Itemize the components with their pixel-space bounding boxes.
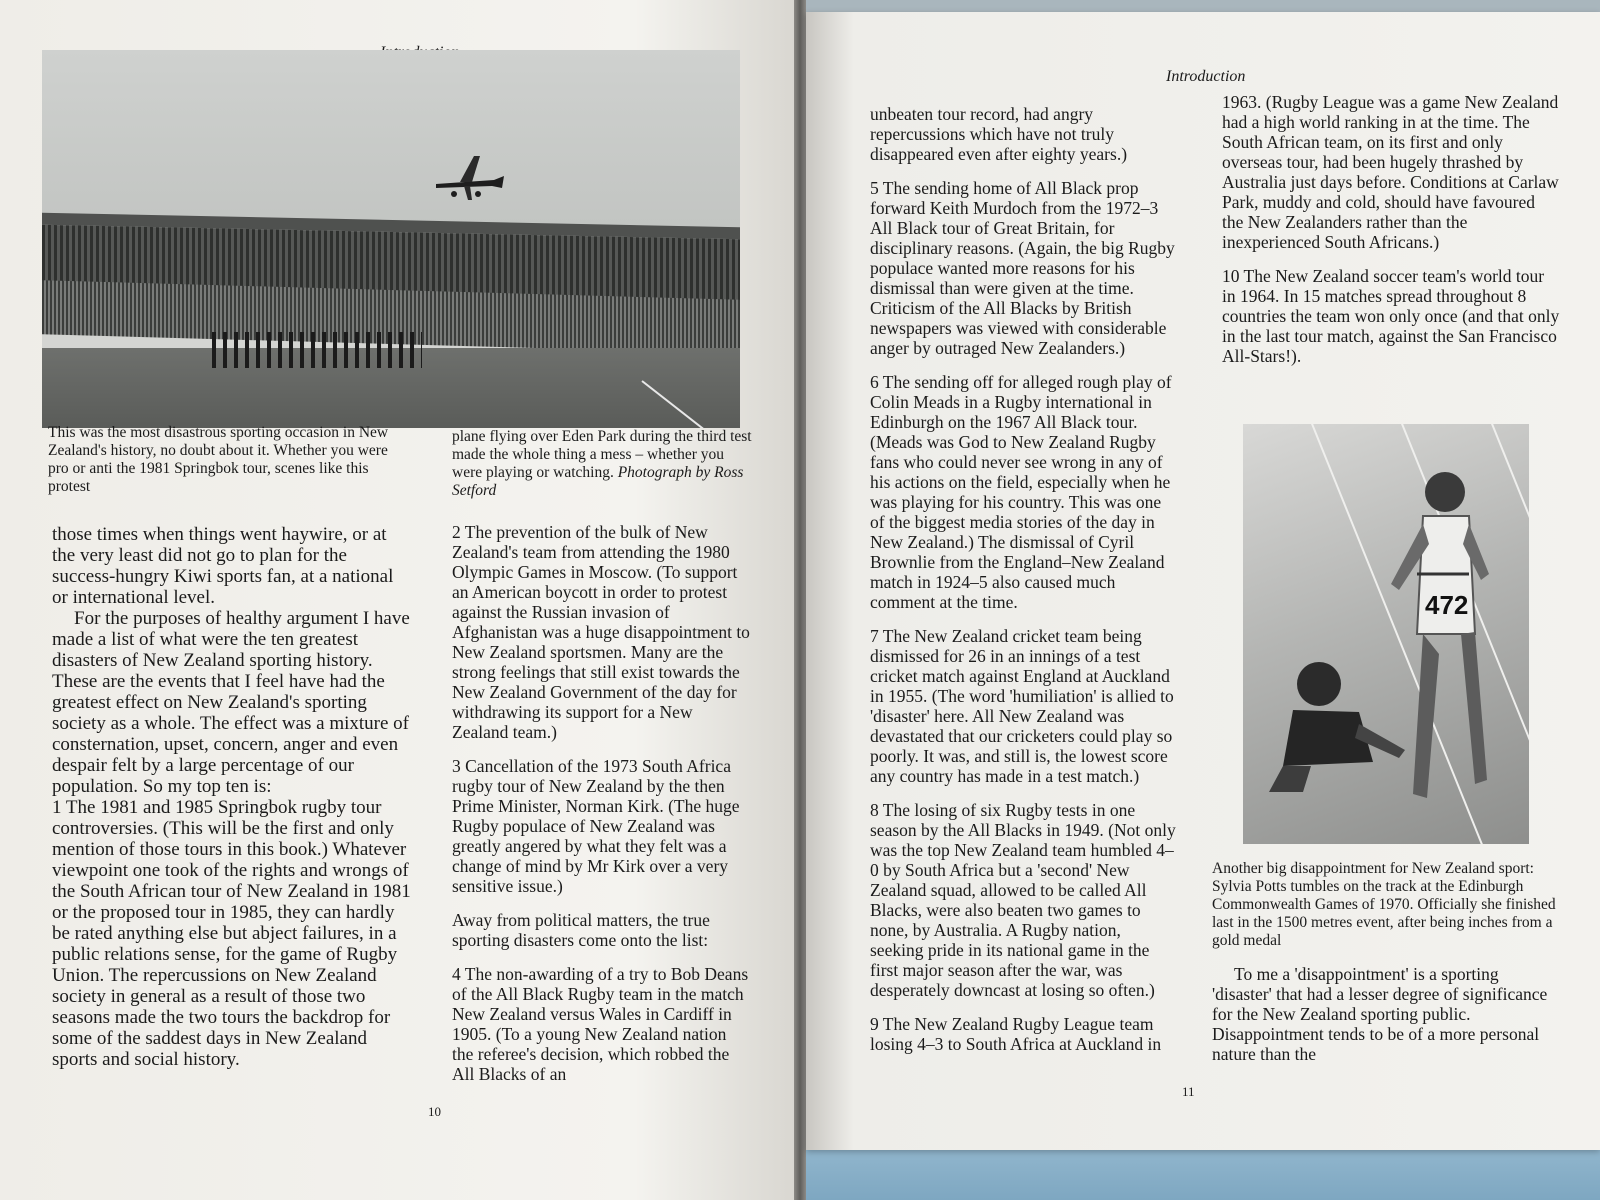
photo-caption-left-a: This was the most disastrous sporting occasion in New Zealand's history, no doubt about it. Whether you were pro or anti the 1981 Springbok tour, scenes like this protest [48, 424, 389, 495]
list-item-4: 4 The non-awarding of a try to Bob Deans of the All Black Rugby team in the match New Zealand versus Wales in Cardiff in 1905. (To a young New Zealand nation the referee's decision, which robbed the All Blacks of an [452, 964, 749, 1084]
list-item-3: 3 Cancellation of the 1973 South Africa rugby tour of New Zealand by the then Prime Minister, Norman Kirk. (The huge Rugby populace of New Zealand was greatly angered by what they felt was a change of mind by Mr Kirk over a very sensitive issue.) [452, 756, 740, 896]
list-item-8: 8 The losing of six Rugby tests in one season by the All Blacks in 1949. (Not only was the top New Zealand team humbled 4–0 by South Africa but a 'second' New Zealand squad, allowed to be called All Blacks, were also beaten two games to none, by Australia. A Rugby nation, seeking pride in its national game in the first major season after the war, was desperately downcast at losing so often.) [870, 800, 1176, 1000]
paragraph-continued: 1963. (Rugby League was a game New Zealand had a high world ranking in at the time. The South African team, on its first and only overseas tour, had been hugely thrashed by Australia just days before. Conditions at Carlaw Park, muddy and cold, should have favoured the New Zealanders rather than the inexperienced South Africans.) [1222, 92, 1559, 252]
photo-caption-right: Another big disappointment for New Zealand sport: Sylvia Potts tumbles on the track at the Edinburgh Commonwealth Games of 1970. Officially she finished last in the 1500 metres event, after being inches from a gold medal [1212, 860, 1556, 949]
list-item-2: 2 The prevention of the bulk of New Zealand's team from attending the 1980 Olympic Games in Moscow. (To support an American boycott in order to protest against the Russian invasion of Afghanistan was a huge disappointment to New Zealand sportsmen. Many are the strong feelings that still exist towards the New Zealand Government of the day for withdrawing its support for a New Zealand team.) [452, 522, 750, 742]
page-number-left: 10 [428, 1104, 441, 1119]
left-column-2 [452, 522, 752, 1098]
right-column-2 [1222, 92, 1560, 380]
protest-plane-icon [434, 154, 506, 204]
list-item-6: 6 The sending off for alleged rough play of Colin Meads in a Rugby international in Edinburgh on the 1967 All Black tour. (Meads was God to New Zealand Rugby fans who could never see wrong in any of his actions on the field, especially when he was playing for his country. This was one of the biggest media stories of the day in New Zealand.) The dismissal of Cyril Brownlie from the England–New Zealand match in 1924–5 also caused much comment at the time. [870, 372, 1172, 612]
paragraph-away: Away from political matters, the true sporting disasters come onto the list: [452, 910, 710, 950]
page-number-right: 11 [1182, 1084, 1195, 1099]
right-column-1 [870, 104, 1176, 1068]
paragraph: To me a 'disappointment' is a sporting 'disaster' that had a lesser degree of significance for the New Zealand sporting public. Disappointment tends to be of a more personal nature than the [1212, 964, 1548, 1064]
race-bib-number: 472 [1425, 590, 1469, 620]
paragraph-continued: unbeaten tour record, had angry repercussions which have not truly disappeared even after eighty years.) [870, 104, 1128, 164]
left-page [0, 0, 794, 1200]
paragraph: those times when things went haywire, or at the very least did not go to plan for the success-hungry Kiwi sports fan, at a national or international level. [52, 524, 394, 608]
list-item-5: 5 The sending home of All Black prop forward Keith Murdoch from the 1972–3 All Black tour of Great Britain, for disciplinary reasons. (Again, the big Rugby populace wanted more reasons for his dismissal than were given at the time. Criticism of the All Blacks by British newspapers was viewed with considerable anger by outraged New Zealanders.) [870, 178, 1175, 358]
book-gutter [794, 0, 806, 1200]
running-head-right: Introduction [1166, 68, 1246, 85]
photo-caption-left-b [452, 428, 754, 500]
list-item-1: 1 The 1981 and 1985 Springbok rugby tour controversies. (This will be the first and only mention of those tours in this book.) Whatever viewpoint one took of the rights and wrongs of the South African tour of New Zealand in 1981 or the proposed tour in 1985, they can hardly be rated anything else but abject failures, in a public relations sense, for the game of Rugby Union. The repercussions on New Zealand society in general as a result of those two seasons made the two tours the backdrop for some of the saddest days in New Zealand sports and social history. [52, 797, 411, 1070]
sylvia-potts-photo [1243, 424, 1529, 844]
players [212, 332, 422, 368]
list-item-9: 9 The New Zealand Rugby League team losing 4–3 to South Africa at Auckland in [870, 1014, 1162, 1054]
left-column-1 [52, 524, 412, 1070]
paragraph: For the purposes of healthy argument I have made a list of what were the ten greatest disasters of New Zealand sporting history. These are the events that I feel have had the greatest effect on New Zealand's sporting society as a whole. The effect was a mixture of consternation, upset, concern, anger and even despair felt by a large percentage of our population. So my top ten is: [52, 608, 410, 797]
list-item-7: 7 The New Zealand cricket team being dismissed for 26 in an innings of a test cricket match against England at Auckland in 1955. (The word 'humiliation' is allied to 'disaster' here. All New Zealand was devastated that our cricketers could play so poorly. It was, and still is, the lowest score any country has made in a test match.) [870, 626, 1174, 786]
list-item-10: 10 The New Zealand soccer team's world tour in 1964. In 15 matches spread throughout 8 countries the team won only once (and that only in the last tour match, against the San Francisco All-Stars!). [1222, 266, 1560, 366]
photo-credit: Photograph by Ross Setford [452, 464, 744, 499]
right-column-2-closing [1212, 964, 1558, 1064]
eden-park-protest-photo [42, 50, 740, 428]
photo-caption-text: plane flying over Eden Park during the third test made the whole thing a mess – whether you were playing or watching. [452, 428, 752, 481]
fallen-runner-figure [1263, 654, 1413, 794]
